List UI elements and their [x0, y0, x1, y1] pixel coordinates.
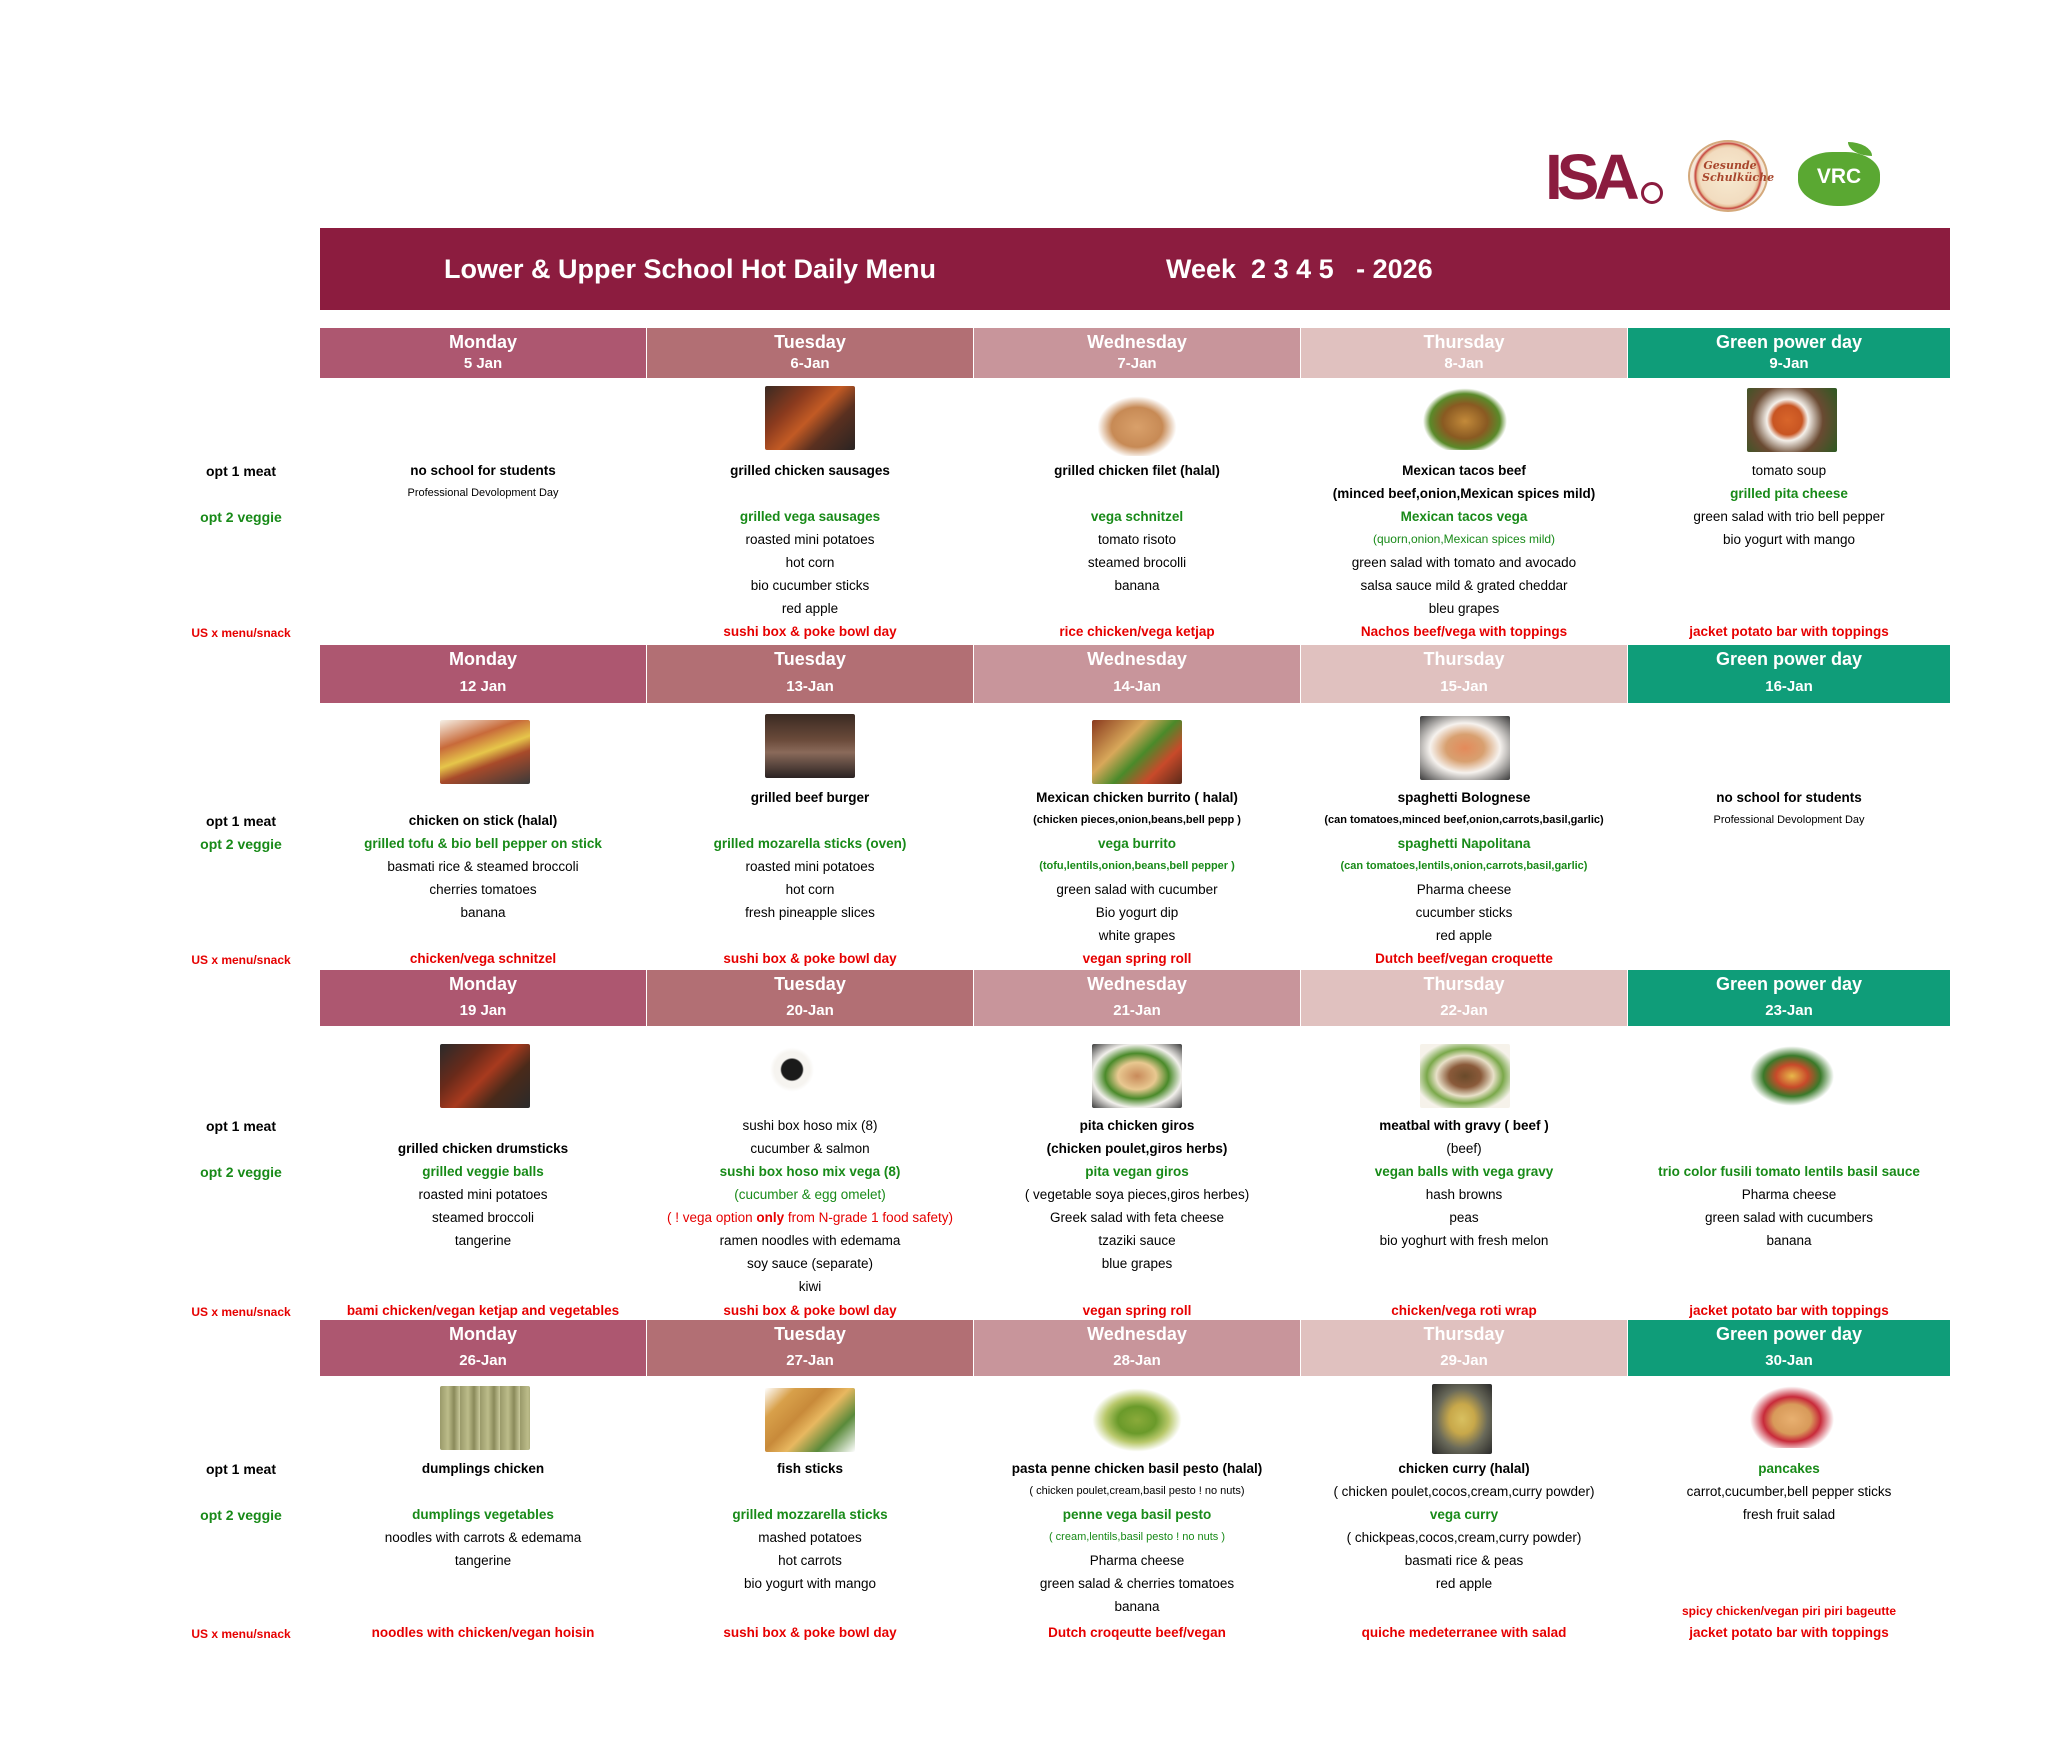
menu-monday: chicken on stick (halal) grilled tofu & bio bell pepper on stick basmati rice & steamed broccoli cherries tomatoes banana [364, 813, 602, 920]
us-snack-tuesday: sushi box & poke bowl day [723, 951, 897, 966]
vrc-logo: VRC [1798, 144, 1880, 204]
us-snack-thursday: chicken/vega roti wrap [1391, 1303, 1537, 1318]
row-label-us: US x menu/snack [191, 1305, 291, 1319]
day-header-thursday: Thursday 29-Jan [1301, 1320, 1627, 1376]
row-label-us: US x menu/snack [191, 626, 291, 640]
logo-group [1545, 140, 1885, 220]
menu-tuesday: fish sticks grilled mozzarella sticks mashed potatoes hot carrots bio yogurt with mango [732, 1461, 888, 1591]
menu-green-power-day: tomato soup grilled pita cheese green salad with trio bell pepper bio yogurt with mango [1693, 463, 1885, 547]
chicken-on-stick-photo [440, 720, 530, 784]
us-snack-friday: jacket potato bar with toppings [1689, 624, 1889, 639]
day-header-wednesday: Wednesday 21-Jan [974, 970, 1300, 1026]
sushi-photo [765, 1044, 855, 1108]
fusili-photo [1747, 1044, 1837, 1108]
menu-wednesday: Mexican chicken burrito ( halal) (chicken pieces,onion,beans,bell pepp ) vega burrito (tofu,lentils,onion,beans,bell pepper ) green salad with cucumber Bio yogurt dip white grapes [1033, 790, 1241, 943]
row-label-us: US x menu/snack [191, 953, 291, 967]
menu-thursday: chicken curry (halal) ( chicken poulet,cocos,cream,curry powder) vega curry ( chickpeas,cocos,cream,curry powder) basmati rice & peas red apple [1333, 1461, 1595, 1591]
day-header-green-power-day: Green power day 9-Jan [1628, 328, 1950, 378]
menu-green-power-day: pancakes carrot,cucumber,bell pepper sticks fresh fruit salad [1686, 1461, 1892, 1522]
us-snack-thursday: quiche medeterranee with salad [1361, 1625, 1567, 1640]
day-header-thursday: Thursday 22-Jan [1301, 970, 1627, 1026]
row-label-us: US x menu/snack [191, 1627, 291, 1641]
menu-thursday: meatbal with gravy ( beef ) (beef) vegan balls with vega gravy hash browns peas bio yoghurt with fresh melon [1374, 1118, 1554, 1248]
day-header-tuesday: Tuesday 27-Jan [647, 1320, 973, 1376]
menu-monday: no school for students Professional Devolopment Day [407, 463, 559, 499]
healthy-school-kitchen-seal: Gesunde Schulküche [1688, 140, 1768, 212]
title-banner [320, 228, 1950, 310]
us-snack-wednesday: Dutch croqeutte beef/vegan [1048, 1625, 1226, 1640]
menu-wednesday: pasta penne chicken basil pesto (halal) ( chicken poulet,cream,basil pesto ! no nuts) penne vega basil pesto ( cream,lentils,basil pesto ! no nuts ) Pharma cheese green salad & cherries tomatoes banana [1011, 1461, 1263, 1614]
day-header-wednesday: Wednesday 14-Jan [974, 645, 1300, 703]
us-snack-wednesday: vegan spring roll [1082, 951, 1192, 966]
grilled-chicken-filet-photo [1092, 392, 1182, 456]
menu-tuesday: grilled chicken sausages grilled vega sausages roasted mini potatoes hot corn bio cucumber sticks red apple [730, 463, 890, 616]
day-header-green-power-day: Green power day 16-Jan [1628, 645, 1950, 703]
row-label-meat: opt 1 meat [205, 1461, 276, 1477]
pita-giros-photo [1092, 1044, 1182, 1108]
day-header-green-power-day: Green power day 23-Jan [1628, 970, 1950, 1026]
day-header-monday: Monday 12 Jan [320, 645, 646, 703]
row-label-veggie: opt 2 veggie [200, 836, 282, 852]
menu-green-power-day: no school for students Professional Devolopment Day [1713, 790, 1865, 826]
menu-green-power-day: trio color fusili tomato lentils basil sauce Pharma cheese green salad with cucumbers banana [1658, 1164, 1920, 1248]
us-snack-monday: chicken/vega schnitzel [409, 951, 557, 966]
row-label-veggie: opt 2 veggie [200, 1507, 282, 1523]
row-label-meat: opt 1 meat [205, 463, 276, 479]
grilled-sausages-photo [765, 386, 855, 450]
row-label-meat: opt 1 meat [205, 1118, 276, 1134]
us-snack-monday: bami chicken/vegan ketjap and vegetables [346, 1303, 620, 1318]
day-header-thursday: Thursday 8-Jan [1301, 328, 1627, 378]
soccer-ball-icon [1641, 182, 1663, 204]
menu-monday: dumplings chicken dumplings vegetables noodles with carrots & edemama tangerine [384, 1461, 582, 1568]
isa-logo: ISA [1545, 144, 1663, 210]
menu-thursday: spaghetti Bolognese (can tomatoes,minced beef,onion,carrots,basil,garlic) spaghetti Napolitana (can tomatoes,lentils,onion,carrots,basil,garlic) Pharma cheese cucumber sticks red apple [1324, 790, 1604, 943]
fish-sticks-photo [765, 1388, 855, 1452]
day-header-green-power-day: Green power day 30-Jan [1628, 1320, 1950, 1376]
day-header-monday: Monday 19 Jan [320, 970, 646, 1026]
menu-tuesday: sushi box hoso mix (8) cucumber & salmon sushi box hoso mix vega (8) (cucumber & egg omelet) ( ! vega option only from N-grade 1 food safety) ramen noodles with edemama soy sauce (separate) kiwi [667, 1118, 953, 1294]
us-snack-friday: jacket potato bar with toppings [1689, 1625, 1889, 1640]
spaghetti-photo [1420, 716, 1510, 780]
row-label-veggie: opt 2 veggie [200, 1164, 282, 1180]
us-snack-tuesday: sushi box & poke bowl day [723, 1625, 897, 1640]
menu-monday: grilled chicken drumsticks grilled veggie balls roasted mini potatoes steamed broccoli tangerine [397, 1141, 569, 1248]
day-header-wednesday: Wednesday 28-Jan [974, 1320, 1300, 1376]
day-header-wednesday: Wednesday 7-Jan [974, 328, 1300, 378]
us-snack-wednesday: rice chicken/vega ketjap [1059, 624, 1215, 639]
us-snack-friday: jacket potato bar with toppings [1689, 1303, 1889, 1318]
day-header-monday: Monday 26-Jan [320, 1320, 646, 1376]
week-label: Week 2 3 4 5 - 2026 [1166, 254, 1433, 284]
row-label-meat: opt 1 meat [205, 813, 276, 829]
day-header-tuesday: Tuesday 13-Jan [647, 645, 973, 703]
day-header-tuesday: Tuesday 20-Jan [647, 970, 973, 1026]
day-header-thursday: Thursday 15-Jan [1301, 645, 1627, 703]
us-snack-thursday: Dutch beef/vegan croquette [1375, 951, 1553, 966]
us-snack-tuesday: sushi box & poke bowl day [723, 1303, 897, 1318]
chicken-curry-photo [1432, 1384, 1492, 1454]
menu-tuesday: grilled beef burger grilled mozarella sticks (oven) roasted mini potatoes hot corn fresh pineapple slices [713, 790, 907, 920]
menu-wednesday: grilled chicken filet (halal) vega schnitzel tomato risoto steamed brocolli banana [1054, 463, 1220, 593]
us-snack-friday-extra: spicy chicken/vegan piri piri bageutte [1681, 1604, 1897, 1618]
tacos-photo [1420, 386, 1510, 450]
page-title: Lower & Upper School Hot Daily Menu [444, 254, 937, 284]
us-snack-tuesday: sushi box & poke bowl day [723, 624, 897, 639]
pasta-pesto-photo [1092, 1388, 1182, 1452]
us-snack-monday: noodles with chicken/vegan hoisin [371, 1625, 595, 1640]
dumplings-photo [440, 1386, 530, 1450]
chicken-drumsticks-photo [440, 1044, 530, 1108]
day-header-monday: Monday 5 Jan [320, 328, 646, 378]
menu-wednesday: pita chicken giros (chicken poulet,giros herbs) pita vegan giros ( vegetable soya pieces,giros herbes) Greek salad with feta cheese tzaziki sauce blue grapes [1024, 1118, 1250, 1271]
pancakes-photo [1747, 1384, 1837, 1448]
day-header-tuesday: Tuesday 6-Jan [647, 328, 973, 378]
us-snack-wednesday: vegan spring roll [1082, 1303, 1192, 1318]
beef-burger-photo [765, 714, 855, 778]
tomato-soup-photo [1747, 388, 1837, 452]
us-snack-thursday: Nachos beef/vega with toppings [1360, 624, 1568, 639]
menu-thursday: Mexican tacos beef (minced beef,onion,Mexican spices mild) Mexican tacos vega (quorn,onion,Mexican spices mild) green salad with tomato and avocado salsa sauce mild & grated cheddar bleu grapes [1332, 463, 1596, 616]
meatballs-photo [1420, 1044, 1510, 1108]
burrito-photo [1092, 720, 1182, 784]
row-label-veggie: opt 2 veggie [200, 509, 282, 525]
